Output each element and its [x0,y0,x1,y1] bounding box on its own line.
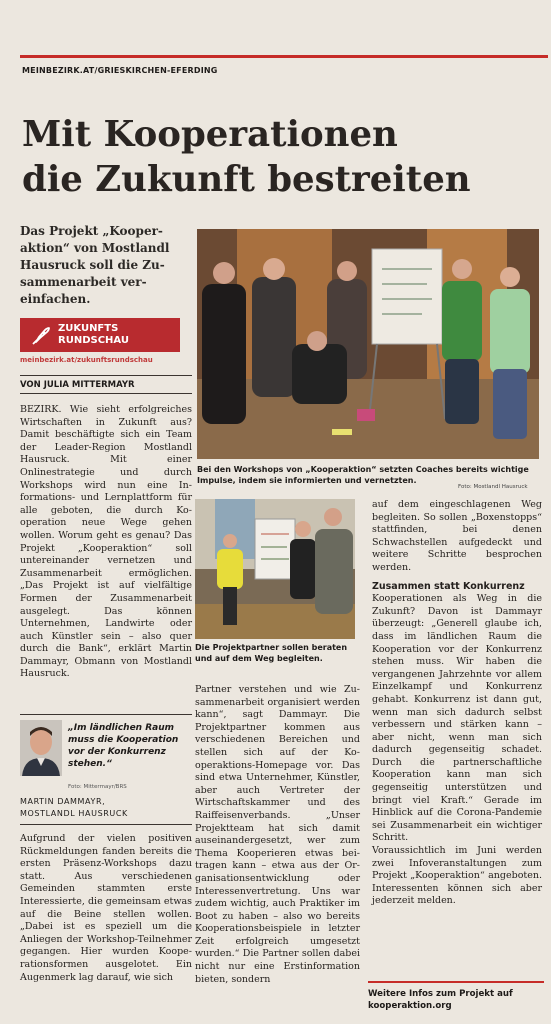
quote-rule-bottom [20,824,192,825]
column-1-continued [20,833,192,984]
quote-attribution [20,796,128,820]
quote-rule-top [20,714,192,715]
paragraph: auf dem eingeschlagenen Weg begleiten. So sollen „Boxenstopps“ stattfinden, bei denen Schwachstellen aufgedeckt und weitere Schritte besprochen werden. [372,499,542,573]
paragraph: Voraussichtlich im Juni werden zwei Infoveranstaltungen zum Projekt „Kooperaktion“ angeboten. Interessenten können sich aber jederzeit melden. [372,845,542,907]
rocket-icon [30,325,52,347]
logo-line-1: ZUKUNFTS [58,323,119,334]
workshop-presentation-photo [195,499,355,639]
column-2 [195,684,360,986]
section-label: MEINBEZIRK.AT/GRIESKIRCHEN-EFERDING [22,66,218,75]
quote-name-line-2: MOSTLANDL HAUSRUCK [20,809,128,818]
column-3 [372,499,542,908]
deck-text: Das Projekt „Kooperaktion“ von Mostlandl Hausruck soll die Zusammenarbeit vereinfachen. [20,224,170,306]
photo-2-caption: Die Projektpartner sollen beraten und auf dem Weg begleiten. [195,643,348,663]
photo-1-caption: Bei den Workshops von „Kooperaktion“ setzten Coaches bereits wichtige Impulse, indem sie informierten und vernetzten. [197,465,529,485]
zukunftsrundschau-logo [20,318,180,352]
column-1-intro [20,404,192,681]
paragraph: Kooperationen als Weg in die Zukunft? Davon ist Dammayr überzeugt: „Generell glaube ich, dass im ländlichen Raum die Kooperation vor der Konkurrenz stehen muss. Wir haben die vergangenen Jahrzehnte vor allem Einzelkampf und Konkurrenz gehabt. Konkurrenz ist dann gut, wenn man sich dadurch selbst verbessern und stärken kann – aber nicht, wenn man sich dadurch gegenseitig schadet. Durch die partnerschaftliche Kooperation kann man sich gegenseitig unterstützen und bringt viel Kraft.“ Gerade im Hinblick auf die Corona-Pandemie sei Zusammenarbeit ein wichtiger Schritt. [372,593,542,844]
quote-name-line-1: MARTIN DAMMAYR, [20,797,106,806]
byline: VON JULIA MITTERMAYR [20,380,135,390]
workshop-group-photo [197,229,539,459]
quote-text: „Im ländlichen Raum muss die Kooperation vor der Konkurrenz stehen.“ [68,723,179,769]
pull-quote [20,720,192,790]
more-info-link: Weitere Infos zum Projekt auf kooperaktion.org [368,989,513,1011]
byline-rule-bottom [20,393,192,394]
photo-1-credit: Foto: Mostlandl Hausruck [458,484,528,490]
subheading: Zusammen statt Konkurrenz [372,580,525,592]
logo-url: meinbezirk.at/zukunftsrundschau [20,356,153,364]
paragraph: Partner verstehen und wie Zusammenarbeit organisiert werden kann“, sagt Dammayr. Die Projektpartner kommen aus verschiedenen Bereichen und stellen sich auf der Kooperaktions-Homepage vor. Das sind etwa Unternehmer, Künstler, aber auch Vertreter der Wirtschaftskammer und des Raiffeisenverbands. „Unser Projektteam hat sich damit auseinandergesetzt, wer zum Thema Kooperieren etwas beitragen kann – etwa aus der Organisationsentwicklung oder Interessenvertretung. Uns war zudem wichtig, auch Praktiker im Boot zu haben – also wo bereits Kooperationsbeispiele in letzter Zeit erfolgreich umgesetzt wurden.“ Die Partner sollen dabei nicht nur eine Erstinformation bieten, sondern [195,684,360,985]
byline-rule-top [20,375,192,376]
logo-line-2: RUNDSCHAU [58,335,129,346]
paragraph: Aufgrund der vielen positiven Rückmeldungen fanden bereits die ersten Präsenz-Workshops dazu statt. Aus verschiedenen Gemeinden stammten erste Interessierte, die gemeinsam etwas auf die Beine stellen wollen. „Dabei ist es speziell um die Anliegen der Workshop-Teilnehmer gegangen. Hier wurden Kooperationsformen ausgelotet. Ein Augenmerk lag darauf, wie sich [20,833,192,983]
quote-photo-credit: Foto: Mittermayr/BRS [68,784,127,790]
paragraph: BEZIRK. Wie sieht erfolgreiches Wirtschaften in Zukunft aus? Damit beschäftigte sich ein Team der Leader-Region Mostlandl Hausruck. Mit einer Onlinestrategie und durch Workshops wird nun eine Informations- und Lernplattform für alle geboten, die durch Kooperation neue Wege gehen wollen. Worum geht es genau? Das Projekt „Kooperaktion“ soll untereinander vernetzen und Zusammenarbeit ermöglichen. „Das Projekt ist auf vielfältige Formen der Zusammenarbeit ausgelegt. Das können Unternehmen, Landwirte oder auch Künstler sein – also quer durch die Bank“, erklärt Martin Dammayr, Obmann von Mostlandl Hausruck. [20,404,192,680]
top-red-rule [20,55,548,58]
headline [22,112,542,202]
headline-line-2: die Zukunft bestreiten [22,159,471,200]
info-rule [368,981,544,983]
headline-line-1: Mit Kooperationen [22,114,398,155]
portrait-photo [20,720,62,776]
